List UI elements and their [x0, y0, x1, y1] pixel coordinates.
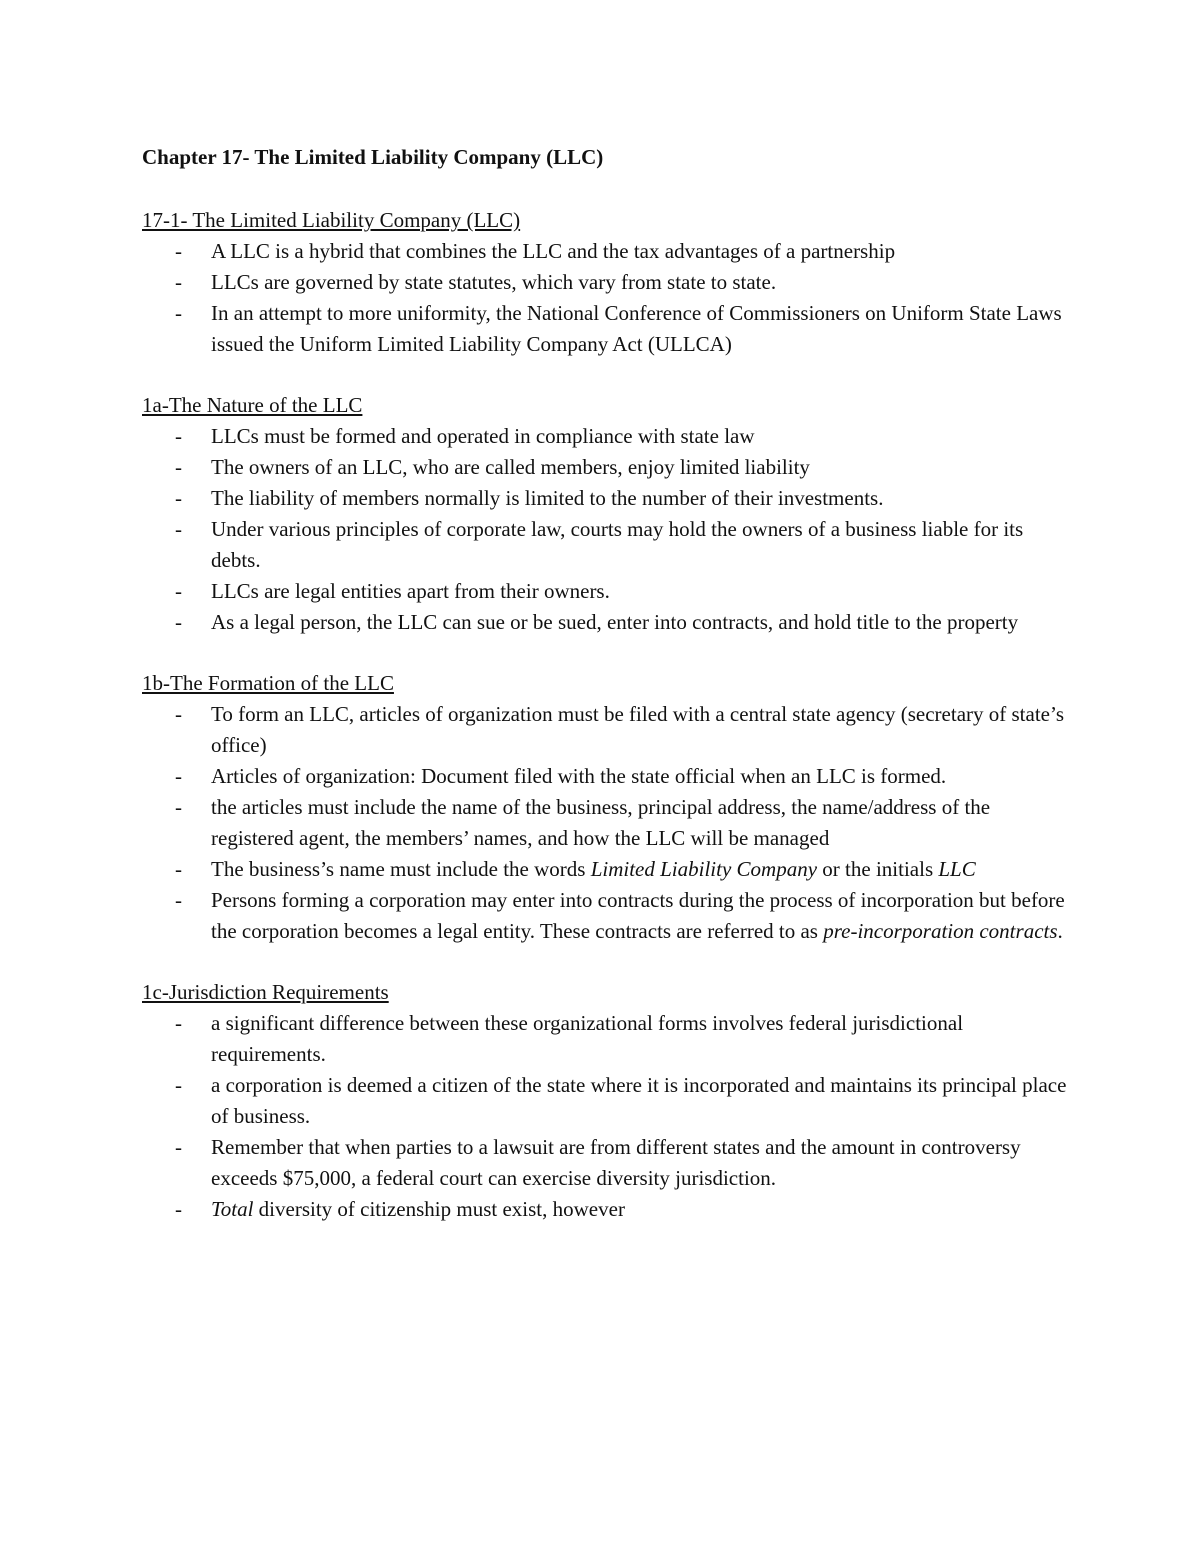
bullet-dash: -	[175, 702, 182, 726]
bullet-dash: -	[175, 1135, 182, 1159]
list-item	[142, 885, 1072, 947]
list-item	[142, 761, 1072, 792]
bullet-dash: -	[175, 486, 182, 510]
item-text: the articles must include the name of the business, principal address, the name/address of the registered agent, the members’ names, and how the LLC will be managed	[211, 795, 991, 850]
bullet-dash: -	[175, 857, 182, 881]
item-text: diversity of citizenship must exist, however	[253, 1197, 625, 1221]
bullet-dash: -	[175, 1011, 182, 1035]
bullet-list	[142, 699, 1072, 947]
list-item	[142, 1194, 1072, 1225]
item-text: LLCs are legal entities apart from their owners.	[211, 579, 610, 603]
item-text: LLCs are governed by state statutes, which vary from state to state.	[211, 270, 777, 294]
bullet-dash: -	[175, 1073, 182, 1097]
list-item	[142, 298, 1072, 360]
section-heading: 1c-Jurisdiction Requirements	[142, 980, 389, 1004]
item-text: A LLC is a hybrid that combines the LLC and the tax advantages of a partnership	[211, 239, 896, 263]
list-item	[142, 792, 1072, 854]
list-item	[142, 576, 1072, 607]
bullet-dash: -	[175, 517, 182, 541]
list-item	[142, 514, 1072, 576]
section	[142, 390, 1072, 638]
item-text: LLCs must be formed and operated in compliance with state law	[211, 424, 755, 448]
item-text: The business’s name must include the words	[211, 857, 591, 881]
section-heading: 1b-The Formation of the LLC	[142, 671, 394, 695]
list-item	[142, 452, 1072, 483]
bullet-dash: -	[175, 270, 182, 294]
bullet-dash: -	[175, 888, 182, 912]
item-text: Under various principles of corporate law, courts may hold the owners of a business liable for its debts.	[211, 517, 1024, 572]
document-body	[142, 205, 1072, 1225]
bullet-list	[142, 236, 1072, 360]
item-text: To form an LLC, articles of organization must be filed with a central state agency (secretary of state’s office)	[211, 702, 1064, 757]
italic-text: Limited Liability Company	[590, 857, 818, 881]
list-item	[142, 607, 1072, 638]
section-heading: 1a-The Nature of the LLC	[142, 393, 363, 417]
item-text: As a legal person, the LLC can sue or be sued, enter into contracts, and hold title to the property	[211, 610, 1019, 634]
italic-text: Total	[211, 1197, 254, 1221]
item-text: Persons forming a corporation may enter into contracts during the process of incorporation but before the corporation becomes a legal entity. These contracts are referred to as	[211, 888, 1065, 943]
bullet-list	[142, 421, 1072, 638]
section	[142, 668, 1072, 947]
document-page	[142, 142, 1072, 1255]
bullet-list	[142, 1008, 1072, 1225]
item-text: or the initials	[817, 857, 939, 881]
item-text: The liability of members normally is limited to the number of their investments.	[211, 486, 884, 510]
list-item	[142, 236, 1072, 267]
list-item	[142, 1070, 1072, 1132]
bullet-dash: -	[175, 1197, 182, 1221]
bullet-dash: -	[175, 764, 182, 788]
list-item	[142, 854, 1072, 885]
item-text: Articles of organization: Document filed with the state official when an LLC is formed.	[211, 764, 947, 788]
bullet-dash: -	[175, 795, 182, 819]
list-item	[142, 483, 1072, 514]
bullet-dash: -	[175, 610, 182, 634]
item-text: Remember that when parties to a lawsuit are from different states and the amount in controversy exceeds $75,000, a federal court can exercise diversity jurisdiction.	[211, 1135, 1021, 1190]
item-text: In an attempt to more uniformity, the National Conference of Commissioners on Uniform State Laws issued the Uniform Limited Liability Company Act (ULLCA)	[211, 301, 1062, 356]
list-item	[142, 699, 1072, 761]
bullet-dash: -	[175, 424, 182, 448]
document-title: Chapter 17- The Limited Liability Company (LLC)	[142, 145, 604, 169]
list-item	[142, 1008, 1072, 1070]
item-text: The owners of an LLC, who are called members, enjoy limited liability	[211, 455, 810, 479]
bullet-dash: -	[175, 455, 182, 479]
list-item	[142, 267, 1072, 298]
bullet-dash: -	[175, 301, 182, 325]
bullet-dash: -	[175, 579, 182, 603]
list-item	[142, 1132, 1072, 1194]
italic-text: pre-incorporation contracts	[823, 919, 1058, 943]
section	[142, 977, 1072, 1225]
item-text: a corporation is deemed a citizen of the state where it is incorporated and maintains its principal place of business.	[211, 1073, 1067, 1128]
item-text: .	[1057, 919, 1063, 943]
bullet-dash: -	[175, 239, 182, 263]
italic-text: LLC	[938, 857, 976, 881]
list-item	[142, 421, 1072, 452]
section-heading: 17-1- The Limited Liability Company (LLC)	[142, 208, 521, 232]
section	[142, 205, 1072, 360]
item-text: a significant difference between these organizational forms involves federal jurisdictional requirements.	[211, 1011, 964, 1066]
